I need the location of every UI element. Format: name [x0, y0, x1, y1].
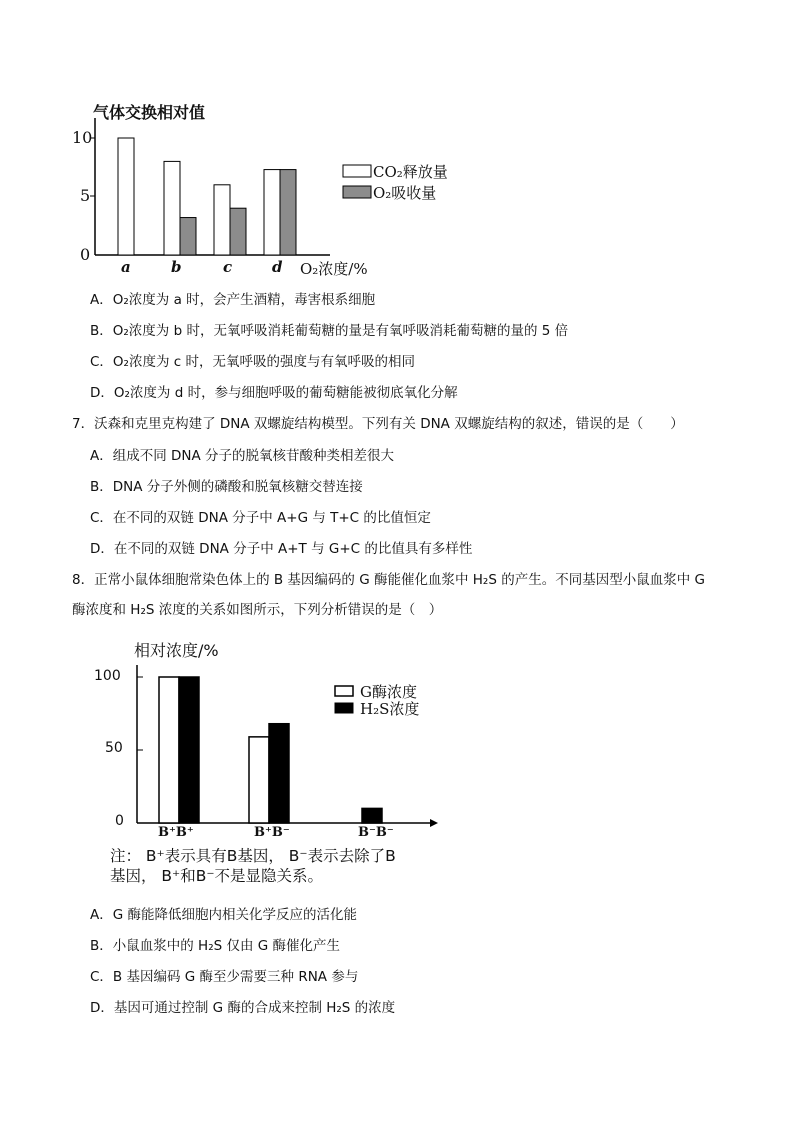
chart2-legend-swatch-h2s: [335, 703, 353, 713]
bar-series1-3: [264, 170, 280, 255]
q7-stem: 7．沃森和克里克构建了 DNA 双螺旋结构模型。下列有关 DNA 双螺旋结构的叙述，错误的是（ ）: [72, 416, 684, 432]
chart2-note-line2: 基因， B⁺和B⁻不是显隐关系。: [110, 867, 324, 885]
bar-series1-1: [164, 161, 180, 255]
chart2-category-label: B⁻B⁻: [358, 825, 394, 840]
chart2-ytick-label: 100: [94, 668, 121, 684]
bar-series2-3: [280, 170, 296, 255]
chart2-x-arrow: [430, 819, 438, 827]
q6-option-d: D．O₂浓度为 d 时，参与细胞呼吸的葡萄糖能被彻底氧化分解: [90, 385, 458, 401]
q8-option-b: B．小鼠血浆中的 H₂S 仅由 G 酶催化产生: [90, 938, 341, 954]
bar-series1-2: [214, 185, 230, 255]
chart1-category-label: d: [272, 258, 283, 276]
chart2-ytick-label: 0: [115, 813, 124, 829]
chart1-ytick-label: 0: [80, 245, 91, 264]
bar-series2-2: [362, 808, 382, 823]
q8-option-d: D．基因可通过控制 G 酶的合成来控制 H₂S 的浓度: [90, 1000, 396, 1016]
chart2-category-label: B⁺B⁻: [254, 825, 290, 840]
chart2-legend-swatch-genzyme: [335, 686, 353, 696]
chart2-legend-h2s: H₂S浓度: [360, 700, 420, 718]
chart2-ytick-label: 50: [105, 740, 123, 756]
bar-series1-1: [249, 737, 269, 823]
chart1-legend-swatch-o2: [343, 186, 371, 198]
chart2-title: 相对浓度/%: [134, 641, 219, 660]
q8-stem-line1: 8．正常小鼠体细胞常染色体上的 B 基因编码的 G 酶能催化血浆中 H₂S 的产生。不同基因型小鼠血浆中 G: [72, 572, 705, 588]
chart1-legend-swatch-co2: [343, 165, 371, 177]
q7-option-b: B．DNA 分子外侧的磷酸和脱氧核糖交替连接: [90, 479, 363, 495]
chart1-category-label: c: [223, 258, 233, 276]
bar-series2-0: [179, 677, 199, 823]
q7-option-d: D．在不同的双链 DNA 分子中 A+T 与 G+C 的比值具有多样性: [90, 541, 473, 557]
q8-stem-line2: 酶浓度和 H₂S 浓度的关系如图所示，下列分析错误的是（ ）: [72, 602, 443, 618]
bar-series2-1: [269, 724, 289, 823]
q8-option-c: C．B 基因编码 G 酶至少需要三种 RNA 参与: [90, 969, 359, 985]
chart1-ytick-label: 5: [80, 186, 91, 205]
q8-option-a: A．G 酶能降低细胞内相关化学反应的活化能: [90, 907, 357, 923]
chart1-title: 气体交换相对值: [93, 103, 206, 122]
q6-option-b: B．O₂浓度为 b 时，无氧呼吸消耗葡萄糖的量是有氧呼吸消耗葡萄糖的量的 5 倍: [90, 323, 569, 339]
chart1-ytick-label: 10: [72, 128, 93, 147]
chart1-plot: [90, 118, 330, 255]
bar-series1-0: [159, 677, 179, 823]
q7-option-c: C．在不同的双链 DNA 分子中 A+G 与 T+C 的比值恒定: [90, 510, 431, 526]
q7-option-a: A．组成不同 DNA 分子的脱氧核苷酸种类相差很大: [90, 448, 395, 464]
chart2-legend-genzyme: G酶浓度: [360, 683, 417, 701]
q6-option-c: C．O₂浓度为 c 时，无氧呼吸的强度与有氧呼吸的相同: [90, 354, 415, 370]
bar-series2-1: [180, 218, 196, 255]
chart2-category-label: B⁺B⁺: [158, 825, 194, 840]
chart1-x-axis-label: O₂浓度/%: [300, 260, 368, 278]
chart1-legend-o2: O₂吸收量: [373, 184, 437, 202]
bar-series1-0: [118, 138, 134, 255]
chart1-category-label: a: [121, 258, 131, 276]
chart1-legend-co2: CO₂释放量: [373, 163, 448, 181]
bar-series2-2: [230, 208, 246, 255]
chart2-note-line1: 注： B⁺表示具有B基因， B⁻表示去除了B: [110, 847, 396, 865]
chart1-category-label: b: [171, 258, 182, 276]
q6-option-a: A．O₂浓度为 a 时，会产生酒精，毒害根系细胞: [90, 292, 376, 308]
